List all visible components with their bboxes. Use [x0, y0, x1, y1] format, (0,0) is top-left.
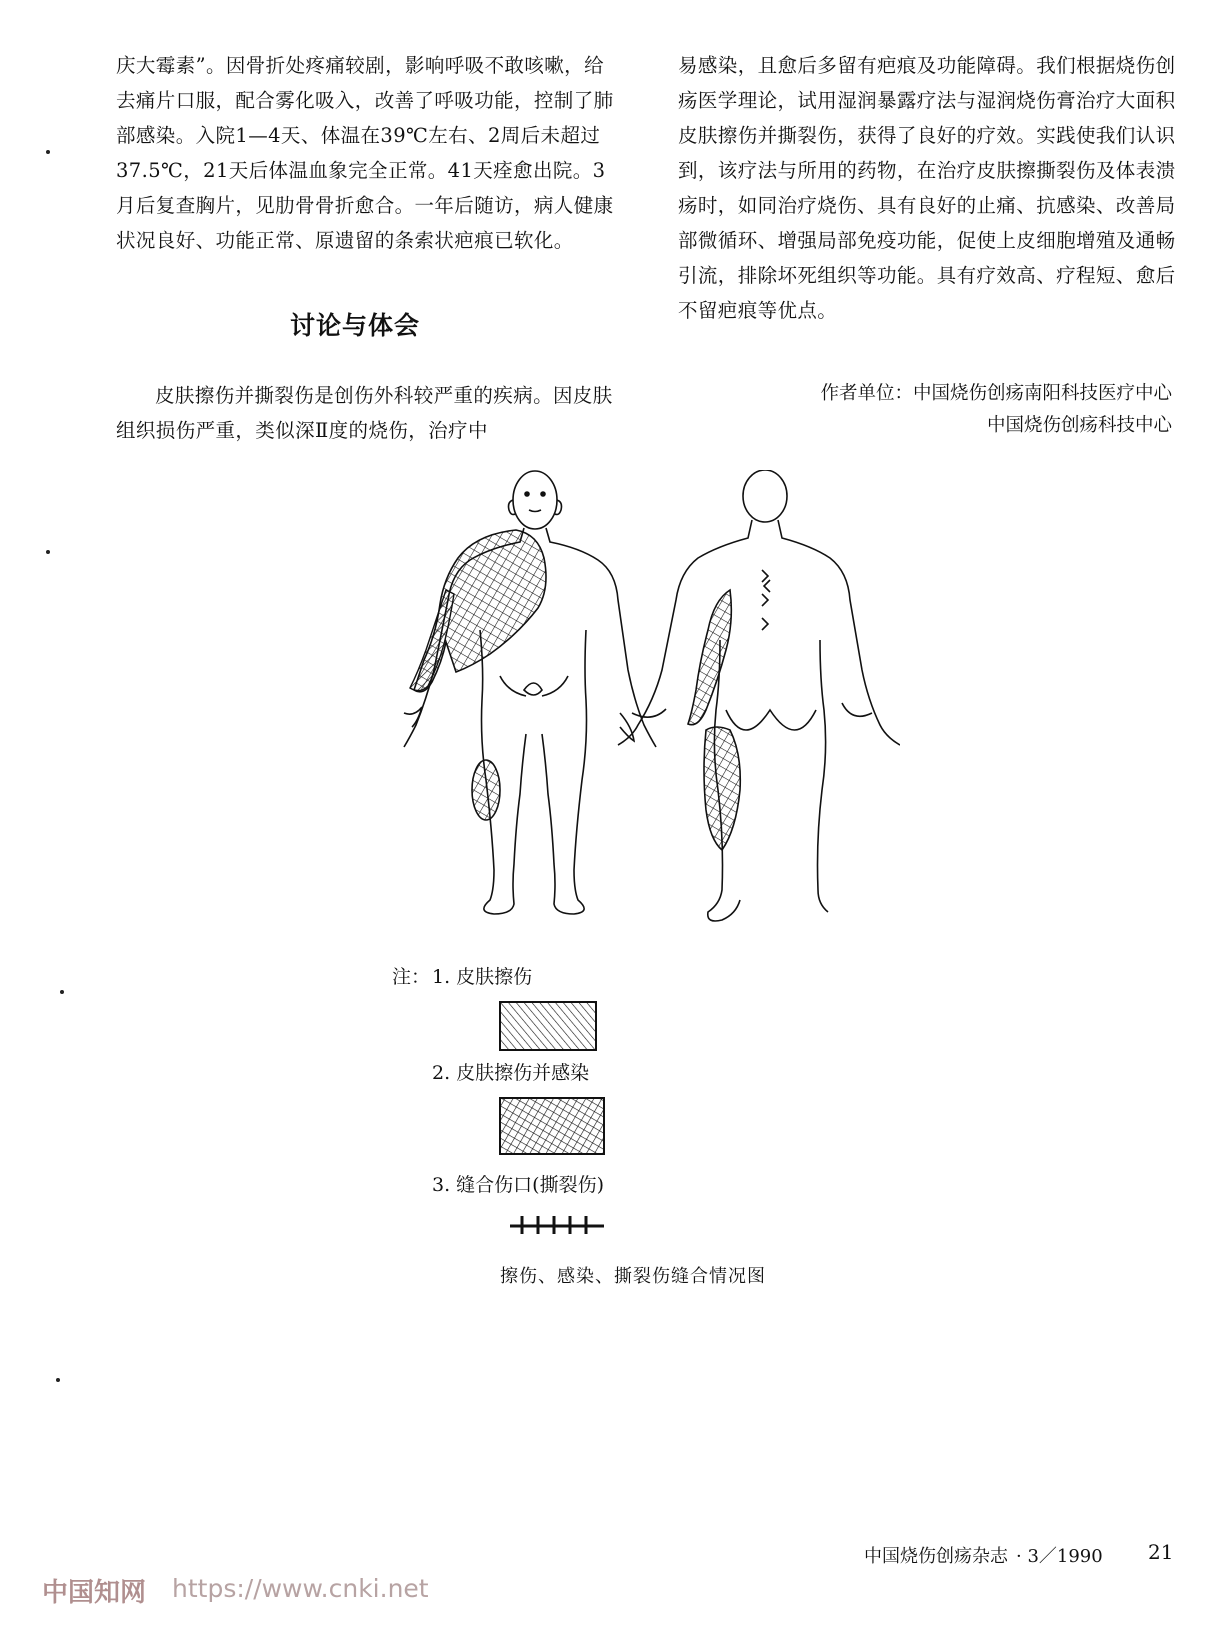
discussion-paragraph: 皮肤擦伤并撕裂伤是创伤外科较严重的疾病。因皮肤组织损伤严重，类似深Ⅱ度的烧伤，治疗中	[116, 384, 613, 442]
legend-item-abrasion: 1. 皮肤擦伤	[432, 966, 533, 988]
page-number: 21	[1148, 1540, 1174, 1564]
watermark-url: https://www.cnki.net	[172, 1574, 429, 1603]
footer-journal-name: 中国烧伤创疡杂志	[864, 1546, 1008, 1567]
front-knee-infected-area	[472, 760, 500, 820]
affiliation-line-2: 中国烧伤创疡科技中心	[986, 415, 1172, 436]
margin-mark	[46, 550, 50, 554]
margin-mark	[56, 1378, 60, 1382]
legend-item-suture: 3. 缝合伤口(撕裂伤)	[432, 1174, 604, 1196]
suture-swatch	[508, 1212, 608, 1236]
injury-body-diagram	[400, 470, 900, 960]
author-affiliation	[820, 378, 1172, 442]
left-column-bottom	[116, 378, 616, 448]
back-flank-abrasion-area	[688, 590, 731, 725]
paragraph-continuation: 庆大霉素”。因骨折处疼痛较剧，影响呼吸不敢咳嗽，给去痛片口服，配合雾化吸入，改善了呼吸功能，控制了肺部感染。入院1—4天、体温在39℃左右、2周后未超过37.5℃，21天后体温血象完全正常。41天痊愈出院。3月后复查胸片，见肋骨骨折愈合。一年后随访，病人健康状况良好、功能正常、原遗留的条索状疤痕已软化。	[116, 54, 614, 252]
back-body-figure	[618, 470, 900, 921]
infected-swatch	[498, 1096, 608, 1158]
margin-mark	[46, 150, 50, 154]
right-column	[678, 48, 1180, 328]
back-thigh-infected-area	[704, 727, 740, 850]
abrasion-swatch	[498, 1000, 598, 1052]
figure-caption: 擦伤、感染、撕裂伤缝合情况图	[500, 1266, 766, 1287]
legend-item-abrasion-infected: 2. 皮肤擦伤并感染	[432, 1062, 590, 1084]
right-paragraph: 易感染，且愈后多留有疤痕及功能障碍。我们根据烧伤创疡医学理论，试用湿润暴露疗法与湿润烧伤膏治疗大面积皮肤擦伤并撕裂伤，获得了良好的疗效。实践使我们认识到，该疗法与所用的药物，在治疗皮肤擦撕裂伤及体表溃疡时，如同治疗烧伤、具有良好的止痛、抗感染、改善局部微循环、增强局部免疫功能，促使上皮细胞增殖及通畅引流，排除坏死组织等功能。具有疗效高、疗程短、愈后不留疤痕等优点。	[678, 54, 1176, 322]
margin-mark	[60, 990, 64, 994]
legend-note-label: 注：	[392, 966, 431, 988]
watermark-brand: 中国知网	[42, 1578, 147, 1608]
affiliation-line-1: 作者单位：中国烧伤创疡南阳科技医疗中心	[820, 383, 1172, 404]
left-column-top	[116, 48, 616, 258]
section-heading: 讨论与体会	[290, 311, 421, 340]
footer-issue: · 3／1990	[1016, 1546, 1103, 1567]
